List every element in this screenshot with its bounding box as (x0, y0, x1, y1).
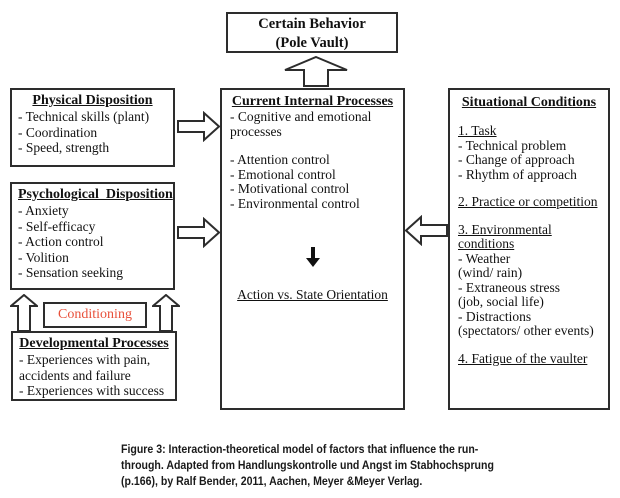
situational-line: 2. Practice or competition (458, 194, 598, 209)
arrow-up-center-icon (284, 56, 348, 92)
psychological-item: - Volition (18, 249, 69, 265)
developmental-item: - Experiences with pain, (19, 352, 151, 367)
situational-line: - Weather (458, 250, 511, 266)
caption-line-2: through. Adapted from Handlungskontrolle und Angst im Stabhochsprung (121, 458, 494, 472)
internal-intro: - Cognitive and emotional processes (230, 109, 372, 139)
situational-line: 3. Environmental (458, 221, 552, 237)
down-arrow-icon (230, 247, 395, 273)
arrow-left-situational-icon (405, 215, 448, 251)
certain-behavior-line1: Certain Behavior (258, 16, 366, 32)
situational-line: - Extraneous stress (458, 279, 560, 295)
physical-title: Physical Disposition (32, 93, 153, 108)
psychological-item: - Action control (18, 234, 104, 249)
situational-line: (wind/ rain) (458, 265, 523, 280)
physical-item: - Coordination (18, 124, 98, 140)
physical-item: - Technical skills (plant) (18, 109, 150, 124)
internal-control-item: - Attention control (230, 152, 330, 167)
internal-control-item: - Emotional control (230, 166, 336, 182)
physical-disposition-box (10, 88, 175, 167)
situational-conditions-box (448, 88, 610, 410)
psychological-item: - Anxiety (18, 203, 69, 218)
internal-title: Current Internal Processes (231, 94, 394, 109)
caption-line-1: Figure 3: Interaction-theoretical model of factors that influence the run- (121, 442, 479, 456)
situational-line: - Distractions (458, 308, 532, 324)
psychological-item: - Self-efficacy (18, 218, 96, 234)
arrow-right-physical-icon (177, 111, 220, 147)
caption-line-3: (p.166), by Ralf Bender, 2011, Aachen, Meyer &Meyer Verlag. (121, 474, 423, 488)
arrow-right-psychological-icon (177, 217, 220, 253)
psychological-disposition-box (10, 182, 175, 290)
situational-line: (job, social life) (458, 294, 544, 309)
situational-line: - Change of approach (458, 152, 575, 167)
physical-item: - Speed, strength (18, 140, 110, 155)
internal-control-item: - Motivational control (230, 181, 350, 196)
internal-processes-box (220, 88, 405, 410)
situational-line: conditions (458, 236, 515, 251)
developmental-item: - Experiences with success (19, 383, 165, 398)
psychological-title: Psychological Disposition (18, 187, 173, 202)
developmental-processes-box (11, 331, 177, 401)
situational-line: 4. Fatigue of the vaulter (458, 350, 588, 366)
certain-behavior-line2: (Pole Vault) (275, 34, 349, 51)
situational-line: 1. Task (458, 123, 497, 138)
situational-line: (spectators/ other events) (458, 323, 594, 338)
situational-line: - Rhythm of approach (458, 166, 577, 182)
developmental-title: Developmental Processes (19, 336, 169, 351)
certain-behavior-box (226, 12, 398, 53)
psychological-item: - Sensation seeking (18, 265, 123, 280)
conditioning-label: Conditioning (58, 307, 132, 322)
internal-control-item: - Environmental control (230, 195, 360, 211)
developmental-item: accidents and failure (19, 367, 131, 383)
situational-title: Situational Conditions (461, 95, 597, 110)
conditioning-box (43, 302, 147, 328)
internal-footer: Action vs. State Orientation (237, 287, 388, 302)
situational-line: - Technical problem (458, 137, 567, 153)
figure-caption (121, 441, 513, 489)
